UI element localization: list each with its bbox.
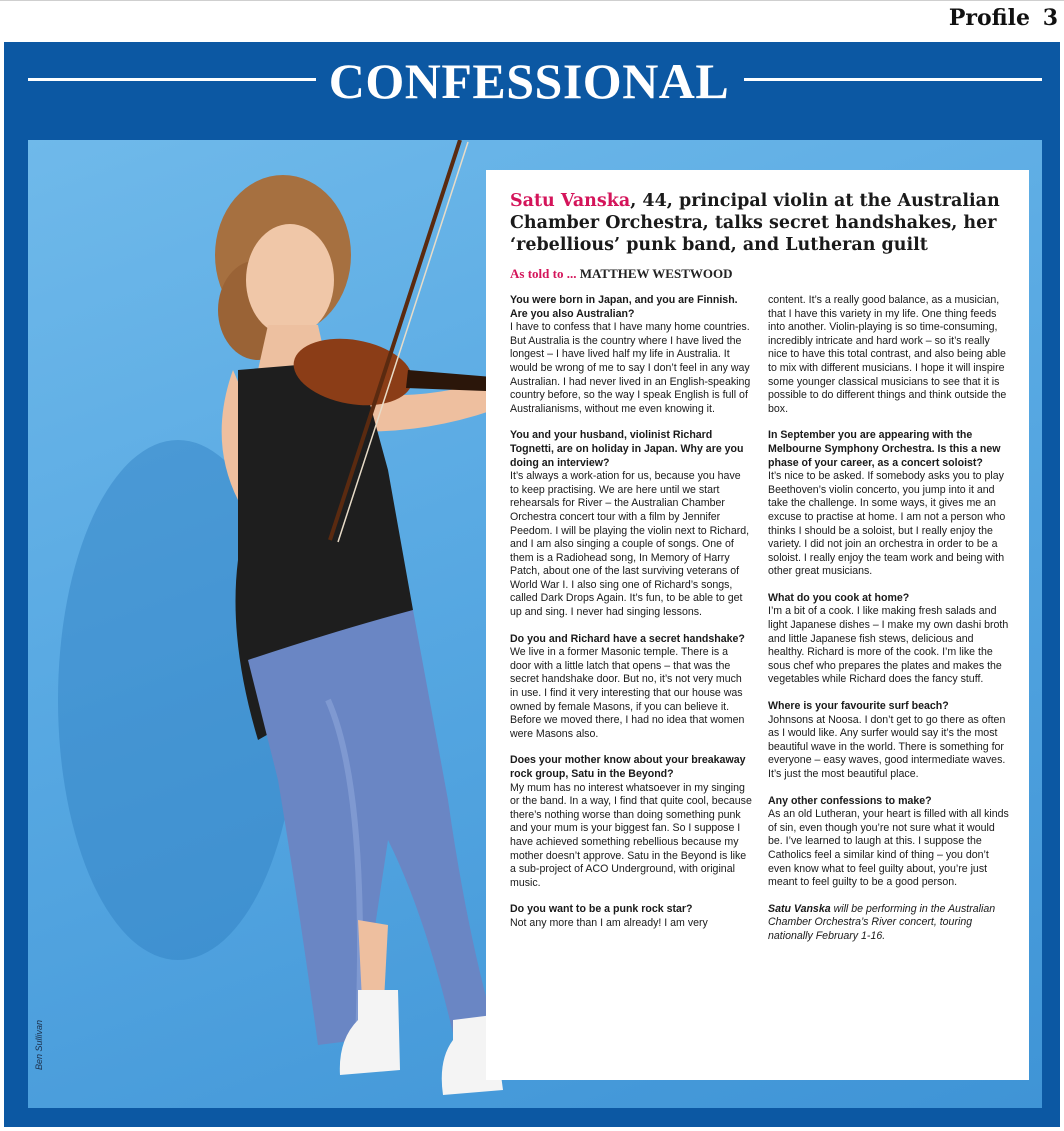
question: In September you are appearing with the Melbourne Symphony Orchestra. Is this a new phase of your career, as a concert soloist?: [768, 429, 1001, 469]
question: Does your mother know about your breakaway rock group, Satu in the Beyond?: [510, 754, 746, 780]
headline-name: Satu Vanska: [510, 191, 631, 211]
outro-name: Satu Vanska: [768, 902, 831, 915]
answer: As an old Lutheran, your heart is filled with all kinds of sin, even though you’re not sure what it would be. I’ve learned to laugh at this. I suppose the Catholics feel a similar kind of thing – you don’t even know what to feel guilty about, you’re just meant to feel guilty to be a good person.: [768, 808, 1009, 889]
banner-title: CONFESSIONAL: [328, 53, 730, 109]
banner-rule-right: [744, 78, 1042, 81]
answer: I have to confess that I have many home countries. But Australia is the country where I have lived the longest – I have lived half my life in Australia. It would be wrong of me to say I don’t feel in any way Australian. I had never lived in an English-speaking country before, so the way I speak English is full of Australianisms, without me even knowing it.: [510, 321, 751, 415]
answer: Johnsons at Noosa. I don’t get to go there as often as I would like. Any surfer would say it’s the most beautiful wave in the world. There is something for everyone – easy waves, good intermediate waves. It’s just the most beautiful place.: [768, 713, 1006, 780]
column-left: [510, 294, 752, 931]
byline-prefix: As told to ...: [510, 266, 577, 281]
answer: I’m a bit of a cook. I like making fresh salads and light Japanese dishes – I make my own dashi broth and little Japanese fish stews, delicious and healthy. Richard is more of the cook. I’m like the sous chef who prepares the plates and makes the vegetables while Richard does the fancy stuff.: [768, 605, 1009, 686]
question: You and your husband, violinist Richard Tognetti, are on holiday in Japan. Why are you doing an interview?: [510, 429, 744, 469]
article-panel: [486, 170, 1029, 1080]
question: What do you cook at home?: [768, 591, 910, 604]
face-shape: [246, 224, 334, 336]
banner-rule-left: [28, 78, 316, 81]
column-right: [768, 294, 1010, 944]
question: Any other confessions to make?: [768, 794, 932, 807]
question: Do you and Richard have a secret handshake?: [510, 632, 745, 645]
question: You were born in Japan, and you are Finnish. Are you also Australian?: [510, 294, 738, 320]
answer-continued: content. It’s a really good balance, as a musician, that I have this variety in my life. One thing feeds into another. Violin-playing is so time-consuming, incredibly intricate and hard work – so it’s really nice to have this total contrast, and also being able to mix with different musicians. I hope it will inspire some younger classical musicians to see that it is possible to do different things and think outside the box.: [768, 294, 1007, 415]
page-header: [0, 0, 1064, 40]
outro-text: will be performing in the Australian Chamber Orchestra’s River concert, touring nationally February 1-16.: [768, 902, 996, 942]
section-name: Profile: [948, 5, 1030, 31]
answer: We live in a former Masonic temple. There is a door with a little latch that opens – that was the secret handshake door. But no, it’s not very much in use. I find it very interesting that our house was owned by female Masons, if you can believe it. Before we moved there, I had no idea that women were Masons also.: [510, 646, 745, 740]
question: Where is your favourite surf beach?: [768, 700, 949, 713]
byline-author: MATTHEW WESTWOOD: [579, 266, 733, 281]
answer: Not any more than I am already! I am very: [510, 916, 708, 929]
question: Do you want to be a punk rock star?: [510, 903, 693, 916]
photo-credit: Ben Sullivan: [34, 1020, 44, 1071]
answer: It’s always a work-ation for us, because you have to keep practising. We are here until we start rehearsals for River – the Australian Chamber Orchestra concert tour with a film by Jennifer Peedom. I will be playing the violin next to Richard, and I am also singing a couple of songs. One of them is a Radiohead song, In Memory of Harry Patch, about one of the last surviving veterans of World War I. I also sing one of Richard’s songs, called Dark Drops Again. It’s fun, to be able to get up and sing. I never had singing lessons.: [510, 470, 750, 619]
headline: [510, 190, 1009, 256]
outro-note: [768, 903, 1010, 944]
headline-rest: , 44, principal violin at the Australian Chamber Orchestra, talks secret handshakes, her ‘rebellious’ punk band, and Lutheran guilt: [510, 191, 1000, 255]
page-number: 3: [1042, 5, 1058, 31]
answer: My mum has no interest whatsoever in my singing or the band. In a way, I find that quite cool, because there’s nothing worse than doing something punk and your mum is your biggest fan. So I suppose I have achieved something rebellious because my mother doesn’t approve. Satu in the Beyond is like a sub-project of ACO Underground, with original music.: [510, 781, 752, 889]
answer: It’s nice to be asked. If somebody asks you to play Beethoven’s violin concerto, you jump into it and take the challenge. In some ways, it gives me an excuse to practise at home. I am not a person who thinks I should be a soloist, but I really enjoy the variety. I did not join an orchestra in order to be a soloist. I really enjoy the team work and being with other great musicians.: [768, 470, 1006, 578]
byline: [510, 266, 1009, 282]
